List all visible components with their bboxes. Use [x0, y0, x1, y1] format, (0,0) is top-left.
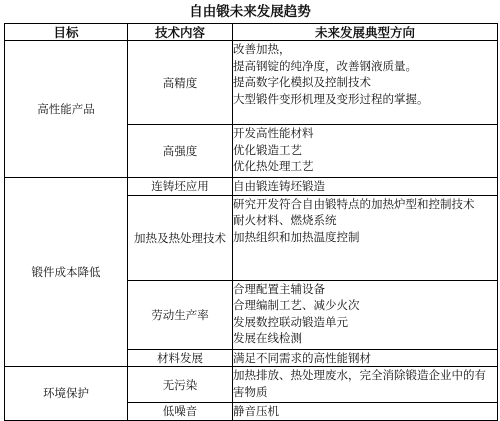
- direction-line: 优化热处理工艺: [233, 159, 314, 174]
- tech-cell: 劳动生产率: [128, 280, 233, 349]
- table-title: 自由锻未来发展趋势: [189, 4, 311, 20]
- header-tech: 技术内容: [128, 24, 233, 41]
- target-cell: 环境保护: [5, 367, 128, 421]
- direction-line: 加热组织和加热温度控制: [233, 229, 360, 244]
- table-row: [5, 367, 498, 403]
- header-direction: 未来发展典型方向: [233, 24, 498, 41]
- direction-line: 开发高性能材料: [233, 126, 314, 140]
- target-cell: 锻件成本降低: [5, 178, 128, 367]
- trend-table: [4, 23, 498, 421]
- direction-cell: [233, 367, 498, 403]
- direction-line: 发展在线检测: [233, 331, 302, 346]
- header-target: 目标: [5, 24, 128, 41]
- direction-cell: [233, 41, 498, 125]
- direction-cell: [233, 349, 498, 367]
- direction-line: 研究开发符合自由锻特点的加热炉型和控制技术: [233, 196, 475, 211]
- direction-line: 优化锻造工艺: [233, 142, 302, 157]
- direction-cell: [233, 125, 498, 178]
- direction-line: 自由锻连铸坯锻造: [233, 179, 325, 193]
- tech-cell: 无污染: [128, 367, 233, 403]
- header-row: [5, 24, 498, 41]
- table-row: [5, 41, 498, 125]
- direction-line: 满足不同需求的高性能钢材: [233, 350, 371, 365]
- direction-line: 大型锻件变形机理及变形过程的掌握。: [233, 91, 429, 106]
- tech-cell: 低噪音: [128, 403, 233, 421]
- tech-cell: 高精度: [128, 41, 233, 125]
- direction-cell: [233, 195, 498, 280]
- direction-line: 提高数字化模拟及控制技术: [233, 75, 371, 90]
- direction-line: 合理配置主辅设备: [233, 281, 325, 296]
- direction-line: 改善加热，: [233, 42, 291, 56]
- direction-line: 提高钢锭的纯净度，改善钢液质量。: [233, 58, 417, 73]
- direction-line: 发展数控联动锻造单元: [233, 314, 348, 329]
- tech-cell: 材料发展: [128, 349, 233, 367]
- direction-line: 合理编制工艺、减少火次: [233, 298, 360, 313]
- direction-line: 静音压机: [233, 404, 279, 419]
- tech-cell: 加热及热处理技术: [128, 195, 233, 280]
- tech-cell: 连铸坯应用: [128, 178, 233, 196]
- direction-line: 耐火材料、燃烧系统: [233, 213, 337, 228]
- table-row: [5, 178, 498, 196]
- tech-cell: 高强度: [128, 125, 233, 178]
- direction-line: 加热排放、热处理废水，完全消除锻造企业中的有害物质: [233, 368, 486, 399]
- target-cell: 高性能产品: [5, 41, 128, 178]
- direction-cell: [233, 178, 498, 196]
- direction-cell: [233, 403, 498, 421]
- direction-cell: [233, 280, 498, 349]
